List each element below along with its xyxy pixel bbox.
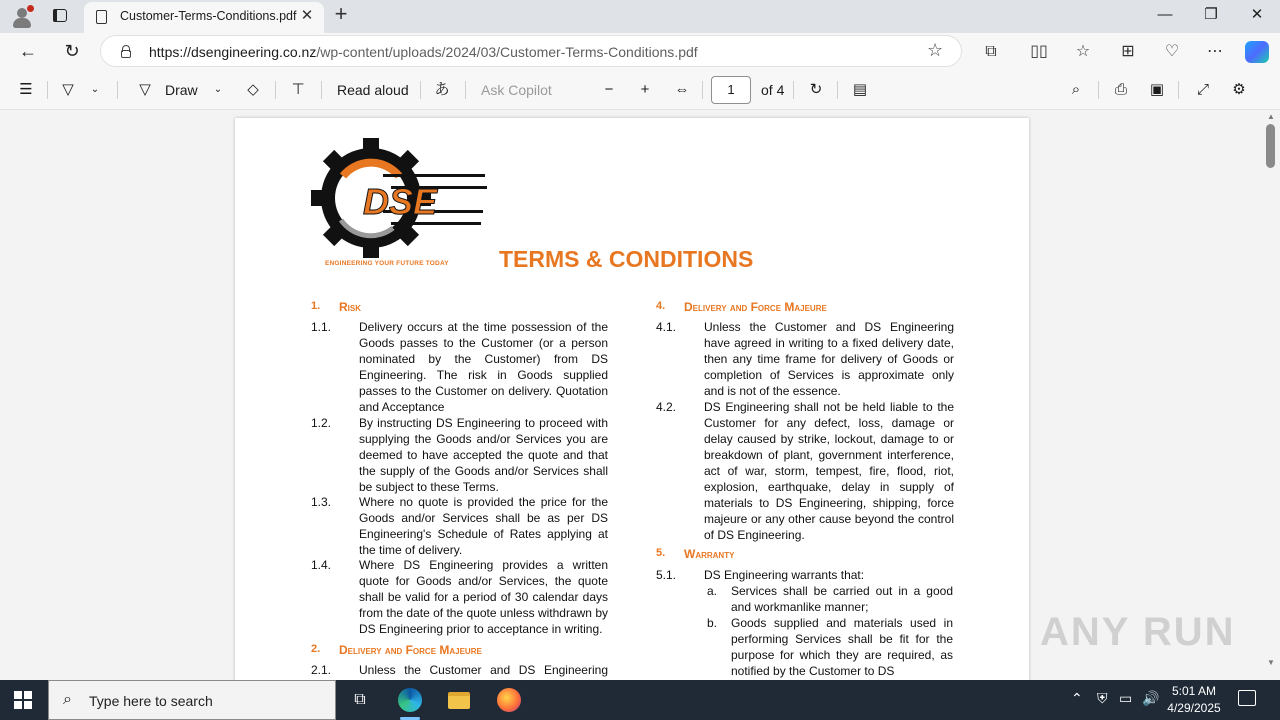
document-title: TERMS & CONDITIONS [499, 246, 754, 272]
tab-title: Customer-Terms-Conditions.pdf [120, 9, 297, 23]
draw-button[interactable]: Draw [165, 82, 198, 98]
scrollbar-thumb[interactable] [1266, 124, 1275, 168]
rotate-icon[interactable]: ↻ [809, 81, 823, 98]
pdf-toolbar [0, 69, 1280, 110]
logo-text: DSE [363, 181, 438, 222]
taskbar [0, 680, 1280, 720]
copilot-icon[interactable] [1245, 41, 1269, 63]
refresh-icon[interactable]: ↻ [64, 41, 80, 61]
translate-icon[interactable]: あ [434, 81, 450, 98]
star-icon[interactable]: ☆ [927, 40, 944, 60]
new-tab-button[interactable]: + [334, 1, 348, 26]
browser-essentials-icon[interactable]: ♡ [1164, 43, 1180, 60]
notifications-icon[interactable] [1238, 690, 1256, 706]
tab-close-button[interactable]: ✕ [300, 7, 314, 24]
network-icon[interactable]: ▭ [1119, 690, 1133, 706]
profile-icon[interactable] [10, 5, 34, 29]
vertical-scrollbar[interactable] [1262, 110, 1280, 676]
scroll-up-icon[interactable]: ▲ [1267, 112, 1275, 121]
clock-time: 5:01 AM [1171, 684, 1217, 698]
ask-copilot-button[interactable]: Ask Copilot [481, 82, 552, 98]
fullscreen-icon[interactable]: ⤢ [1196, 81, 1209, 98]
eraser-icon[interactable]: ◇ [247, 81, 259, 98]
save-icon[interactable]: ▣ [1149, 81, 1165, 98]
zoom-in-icon[interactable]: + [640, 81, 650, 98]
more-options-icon[interactable]: ⋯ [1207, 43, 1223, 60]
firefox-icon[interactable] [489, 684, 529, 716]
pdf-page: DSE ENGINEERING YOUR FUTURE TODAY TERMS & CONDITIONS 1. Risk 1.1. Delivery occurs at the time possession of the Goods passes to the Customer (or a person nominated by the Customer) from DS Engineering. The risk in Goods supplied passes to the Customer on delivery. Quotation and Acceptance 1.2. By instructing DS Engineering to proceed with supplying the Goods and/or Services you are deemed to have accepted the quote and that the supply of the Goods and/or Services shall be subject to these Terms. 1.3. Where no quote is provided the price for the Goods and/or Services shall be as per DS Engineering's Schedule of Rates applying at the time of delivery. 1.4. Where DS Engineering provides a written quote for Goods and/or Services, the quote shall be valid for a period of 30 calendar days from the date of the quote unless withdrawn by DS Engineering prior to acceptance in writing. 2. Delivery and Force Majeure 2.1. Unless the Customer and DS Engineering 4. Delivery and Force Majeure 4.1. Unless the Customer and DS Engineering have agreed in writing to a fixed delivery date, then any time frame for delivery of Goods or completion of Services is approximate only and is not of the essence. 4.2. DS Engineering shall not be held liable to the Customer for any defect, loss, damage or delay caused by strike, lockout, damage to or breakdown of plant, government interference, act of war, storm, tempest, fire, flood, riot, explosion, earthquake, delay in supply of materials to DS Engineering, shipping, force majeure or any other cause beyond the control of DS Engineering. 5. Warranty 5.1. DS Engineering warrants that: a. Services shall be carried out in a good and workmanlike manner; b. Goods supplied and materials used in performing Services shall be fit for the purpose for which they are required, as notified by the Customer to DS [235, 118, 1029, 718]
minimize-button[interactable]: — [1157, 6, 1173, 23]
tab-strip [0, 0, 1280, 33]
contents-list-icon[interactable]: ☰ [19, 81, 33, 98]
draw-pen-icon[interactable]: ▽ [139, 81, 151, 98]
page-total: of 4 [761, 82, 785, 98]
scroll-down-icon[interactable]: ▼ [1267, 658, 1275, 667]
split-screen-icon[interactable]: ▯▯ [1030, 43, 1048, 60]
text-box-icon[interactable]: ⊤ [291, 81, 305, 98]
chevron-up-icon[interactable]: ⌃ [1071, 690, 1083, 706]
dse-logo [313, 134, 493, 259]
chevron-down-icon[interactable]: ⌄ [213, 84, 223, 95]
volume-icon[interactable]: 🔊 [1142, 690, 1160, 706]
clock-date: 4/29/2025 [1167, 701, 1221, 715]
system-clock[interactable] [1160, 683, 1228, 717]
edge-icon[interactable] [390, 684, 430, 716]
chevron-down-icon[interactable]: ⌄ [90, 84, 100, 95]
address-bar[interactable] [100, 35, 962, 67]
highlight-icon[interactable]: ▽ [62, 81, 74, 98]
navigation-bar [0, 33, 1280, 69]
task-view-icon[interactable]: ⧉ [354, 691, 366, 708]
taskbar-search-input[interactable]: ⌕ Type here to search [48, 680, 336, 720]
pdf-viewer[interactable] [0, 110, 1262, 676]
read-aloud-button[interactable]: Read aloud [337, 82, 409, 98]
close-window-button[interactable]: ✕ [1250, 6, 1264, 23]
document-icon [96, 10, 107, 24]
anyrun-watermark: ANY RUN [1040, 610, 1236, 654]
windows-start-icon[interactable] [14, 691, 32, 709]
back-arrow-icon[interactable]: ← [19, 41, 37, 61]
tab-active[interactable] [84, 2, 324, 33]
page-view-icon[interactable]: ▤ [852, 81, 868, 98]
logo-tagline: ENGINEERING YOUR FUTURE TODAY [325, 260, 449, 267]
fit-page-icon[interactable]: ⇔ [674, 81, 690, 98]
file-explorer-icon[interactable] [439, 684, 479, 716]
search-icon[interactable]: ⌕ [1071, 81, 1081, 98]
favorites-icon[interactable]: ☆ [1075, 43, 1091, 60]
page-number-input[interactable]: 1 [711, 76, 751, 104]
collections-icon[interactable]: ⊞ [1121, 43, 1135, 60]
extensions-icon[interactable]: ⧉ [985, 43, 997, 60]
security-icon[interactable]: ⛨ [1097, 690, 1108, 706]
lock-icon[interactable] [121, 45, 131, 57]
search-icon: ⌕ [63, 691, 72, 708]
tab-actions-icon[interactable] [48, 5, 72, 27]
zoom-out-icon[interactable]: − [604, 81, 614, 98]
print-icon[interactable]: ⎙ [1114, 81, 1127, 98]
maximize-button[interactable]: ❐ [1204, 6, 1218, 23]
url-text[interactable]: https://dsengineering.co.nz/wp-content/uploads/2024/03/Customer-Terms-Conditions.pdf [149, 44, 698, 60]
gear-icon[interactable]: ⚙ [1232, 81, 1246, 98]
